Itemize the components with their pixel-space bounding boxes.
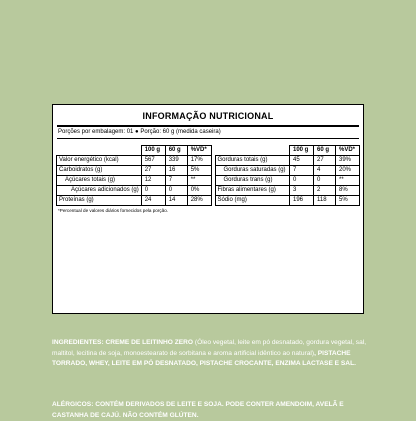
nutrient-name: Gorduras totais (g) <box>215 156 290 166</box>
nutrient-vd: ** <box>187 176 211 186</box>
nutrient-name: Fibras alimentares (g) <box>215 186 290 196</box>
footnote: *Percentual de valores diários fornecidos pela porção. <box>58 208 169 213</box>
ingredients-rest: , PISTACHE TORRADO, WHEY, LEITE EM PÓ DESNATADO, PISTACHE CROCANTE, ENZIMA LACTASE E SAL. <box>52 349 356 368</box>
nutrient-value-100g: 12 <box>141 176 165 186</box>
nutrient-vd: 5% <box>336 196 360 206</box>
ingredients-lead: INGREDIENTES: CREME DE LEITINHO ZERO <box>52 339 194 346</box>
nutrient-name: Sódio (mg) <box>215 196 290 206</box>
nutrient-name: Açúcares adicionados (g) <box>57 186 142 196</box>
allergens-text: ALÉRGICOS: CONTÉM DERIVADOS DE LEITE E SOJA. PODE CONTER AMENDOIM, AVELÃ E CASTANHA DE CAJÚ. NÃO CONTÉM GLÚTEN. <box>52 401 344 419</box>
nutrient-table-left <box>56 145 212 206</box>
nutrient-vd: 8% <box>336 186 360 196</box>
nutrient-vd: 39% <box>336 156 360 166</box>
nutrient-value-100g: 3 <box>290 186 314 196</box>
serving-divider <box>57 138 359 139</box>
table-row <box>215 156 360 166</box>
table-row <box>57 156 212 166</box>
nutrient-name: Gorduras saturadas (g) <box>215 166 290 176</box>
nutrient-vd: 20% <box>336 166 360 176</box>
nutrient-name: Proteínas (g) <box>57 196 142 206</box>
nutrient-value-60g: 14 <box>165 196 187 206</box>
nutrient-value-100g: 7 <box>290 166 314 176</box>
table-row <box>57 166 212 176</box>
nutrient-name: Carboidratos (g) <box>57 166 142 176</box>
nutrient-name: Gorduras trans (g) <box>215 176 290 186</box>
nutrient-value-60g: 16 <box>165 166 187 176</box>
nutrient-vd: 28% <box>187 196 211 206</box>
table-header-cell: 100 g <box>141 146 165 156</box>
table-header-cell: %VD* <box>336 146 360 156</box>
nutrient-value-60g: 339 <box>165 156 187 166</box>
nutrient-vd: 17% <box>187 156 211 166</box>
nutrient-vd: ** <box>336 176 360 186</box>
nutrient-table-right <box>215 145 361 206</box>
table-header-cell: 100 g <box>290 146 314 156</box>
nutrient-value-60g: 4 <box>314 166 336 176</box>
nutrient-name: Valor energético (kcal) <box>57 156 142 166</box>
table-row <box>57 176 212 186</box>
table-row <box>215 176 360 186</box>
table-row <box>215 166 360 176</box>
nutrient-value-100g: 196 <box>290 196 314 206</box>
nutrient-value-60g: 0 <box>165 186 187 196</box>
nutrition-facts-label <box>52 104 364 314</box>
nutrient-value-60g: 7 <box>165 176 187 186</box>
label-title: INFORMAÇÃO NUTRICIONAL <box>142 111 274 121</box>
table-header-cell: 60 g <box>314 146 336 156</box>
table-header-cell <box>215 146 290 156</box>
nutrient-name: Açúcares totais (g) <box>57 176 142 186</box>
table-header-row <box>57 146 212 156</box>
table-row <box>215 196 360 206</box>
nutrient-value-60g: 27 <box>314 156 336 166</box>
nutrient-value-60g: 0 <box>314 176 336 186</box>
ingredients-text <box>52 338 370 370</box>
nutrient-value-60g: 118 <box>314 196 336 206</box>
table-header-cell: 60 g <box>165 146 187 156</box>
nutrient-value-100g: 24 <box>141 196 165 206</box>
nutrient-value-100g: 567 <box>141 156 165 166</box>
ingredients-detail: (Óleo vegetal, leite em pó desnatado, gordura vegetal, sal, maltitol, lecitina de soja, monoestearato de sorbitana e aroma artificial idêntico ao natural) <box>52 339 367 357</box>
table-row <box>57 186 212 196</box>
nutrient-value-60g: 2 <box>314 186 336 196</box>
table-header-cell <box>57 146 142 156</box>
nutrient-vd: 0% <box>187 186 211 196</box>
table-row <box>57 196 212 206</box>
table-header-cell: %VD* <box>187 146 211 156</box>
nutrient-value-100g: 27 <box>141 166 165 176</box>
nutrient-value-100g: 45 <box>290 156 314 166</box>
table-header-row <box>215 146 360 156</box>
nutrient-vd: 5% <box>187 166 211 176</box>
nutrient-tables <box>56 145 360 206</box>
nutrient-value-100g: 0 <box>290 176 314 186</box>
nutrient-value-100g: 0 <box>141 186 165 196</box>
serving-info: Porções por embalagem: 01 ● Porção: 60 g (medida caseira) <box>58 129 221 135</box>
table-row <box>215 186 360 196</box>
